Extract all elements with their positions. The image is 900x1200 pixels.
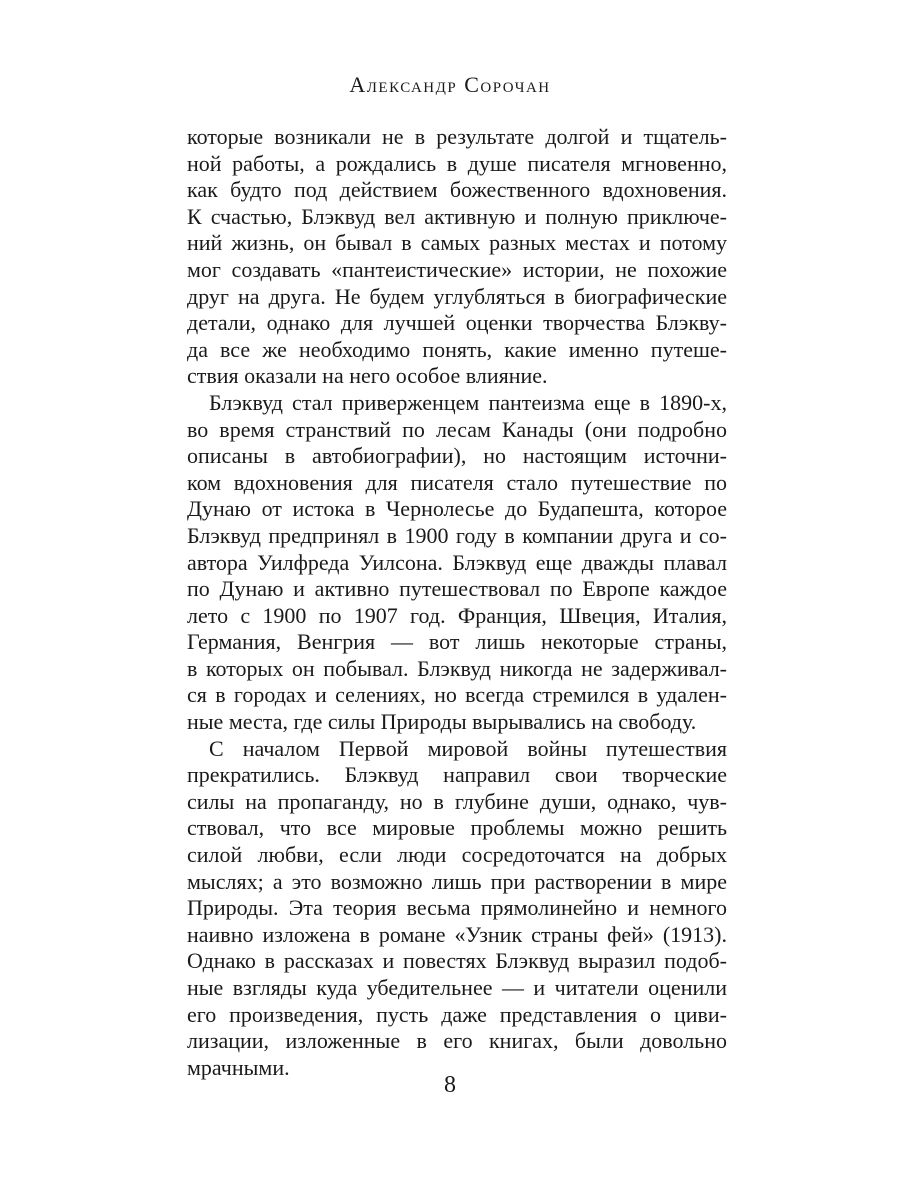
text-line: наивно изложена в романе «Узник страны фей» (1913). xyxy=(187,921,727,947)
text-line: Природы. Эта теория весьма прямолинейно и немного xyxy=(187,895,727,921)
text-line: ком вдохновения для писателя стало путешествие по xyxy=(187,469,727,495)
text-line: мыслях; а это возможно лишь при растворении в мире xyxy=(187,868,727,894)
text-line: ся в городах и селениях, но всегда стремился в удален- xyxy=(187,682,727,708)
text-line: ные места, где силы Природы вырывались на свободу. xyxy=(187,709,697,735)
text-line: ной работы, а рождались в душе писателя мгновенно, xyxy=(187,150,727,176)
text-line: С началом Первой мировой войны путешествия xyxy=(209,735,727,761)
text-line: Дунаю от истока в Чернолесье до Будапешта, которое xyxy=(187,496,727,522)
body-text xyxy=(187,124,727,1081)
text-line: как будто под действием божественного вдохновения. xyxy=(187,177,727,203)
text-line: ствовал, что все мировые проблемы можно решить xyxy=(187,815,727,841)
text-line: лизации, изложенные в его книгах, были довольно xyxy=(187,1028,727,1054)
text-line: которые возникали не в результате долгой и тщатель- xyxy=(187,124,727,149)
text-line: Блэквуд стал приверженцем пантеизма еще в 1890-х, xyxy=(209,389,727,415)
text-line: ные взгляды куда убедительнее — и читатели оценили xyxy=(187,975,727,1000)
text-line: во время странствий по лесам Канады (они подробно xyxy=(187,416,727,442)
text-line: его произведения, пусть даже представления о циви- xyxy=(187,1001,727,1027)
text-line: в которых он побывал. Блэквуд никогда не задерживал- xyxy=(187,655,727,681)
text-line: силы на пропаганду, но в глубине души, однако, чув- xyxy=(187,788,727,814)
text-line: силой любви, если люди сосредоточатся на добрых xyxy=(187,842,727,868)
text-line: мог создавать «пантеистические» истории, не похожие xyxy=(187,256,727,282)
text-line: друг на друга. Не будем углубляться в биографические xyxy=(187,283,727,309)
paragraph-1 xyxy=(187,124,727,390)
page-number: 8 xyxy=(444,1072,456,1098)
running-head-author: Александр Сорочан xyxy=(349,72,551,97)
text-line: прекратились. Блэквуд направил свои творческие xyxy=(187,762,727,788)
text-line: К счастью, Блэквуд вел активную и полную приключе- xyxy=(187,203,727,229)
text-line: да все же необходимо понять, какие именно путеше- xyxy=(187,336,727,362)
paragraph-3 xyxy=(187,736,727,1082)
text-line: Блэквуд предпринял в 1900 году в компании друга и со- xyxy=(187,522,727,548)
text-line: по Дунаю и активно путешествовал по Европе каждое xyxy=(187,576,727,602)
paragraph-2 xyxy=(187,390,727,736)
text-line: детали, однако для лучшей оценки творчества Блэкву- xyxy=(187,310,727,336)
text-line: описаны в автобиографии), но настоящим источни- xyxy=(187,443,727,469)
text-line: лето с 1900 по 1907 год. Франция, Швеция, Италия, xyxy=(187,602,727,628)
text-line: Однако в рассказах и повестях Блэквуд выразил подоб- xyxy=(187,948,727,974)
text-line: ний жизнь, он бывал в самых разных местах и потому xyxy=(187,230,727,256)
text-line: мрачными. xyxy=(187,1054,290,1080)
text-line: Германия, Венгрия — вот лишь некоторые страны, xyxy=(187,629,727,655)
text-line: ствия оказали на него особое влияние. xyxy=(187,363,548,389)
text-line: автора Уилфреда Уилсона. Блэквуд еще дважды плавал xyxy=(187,549,727,575)
